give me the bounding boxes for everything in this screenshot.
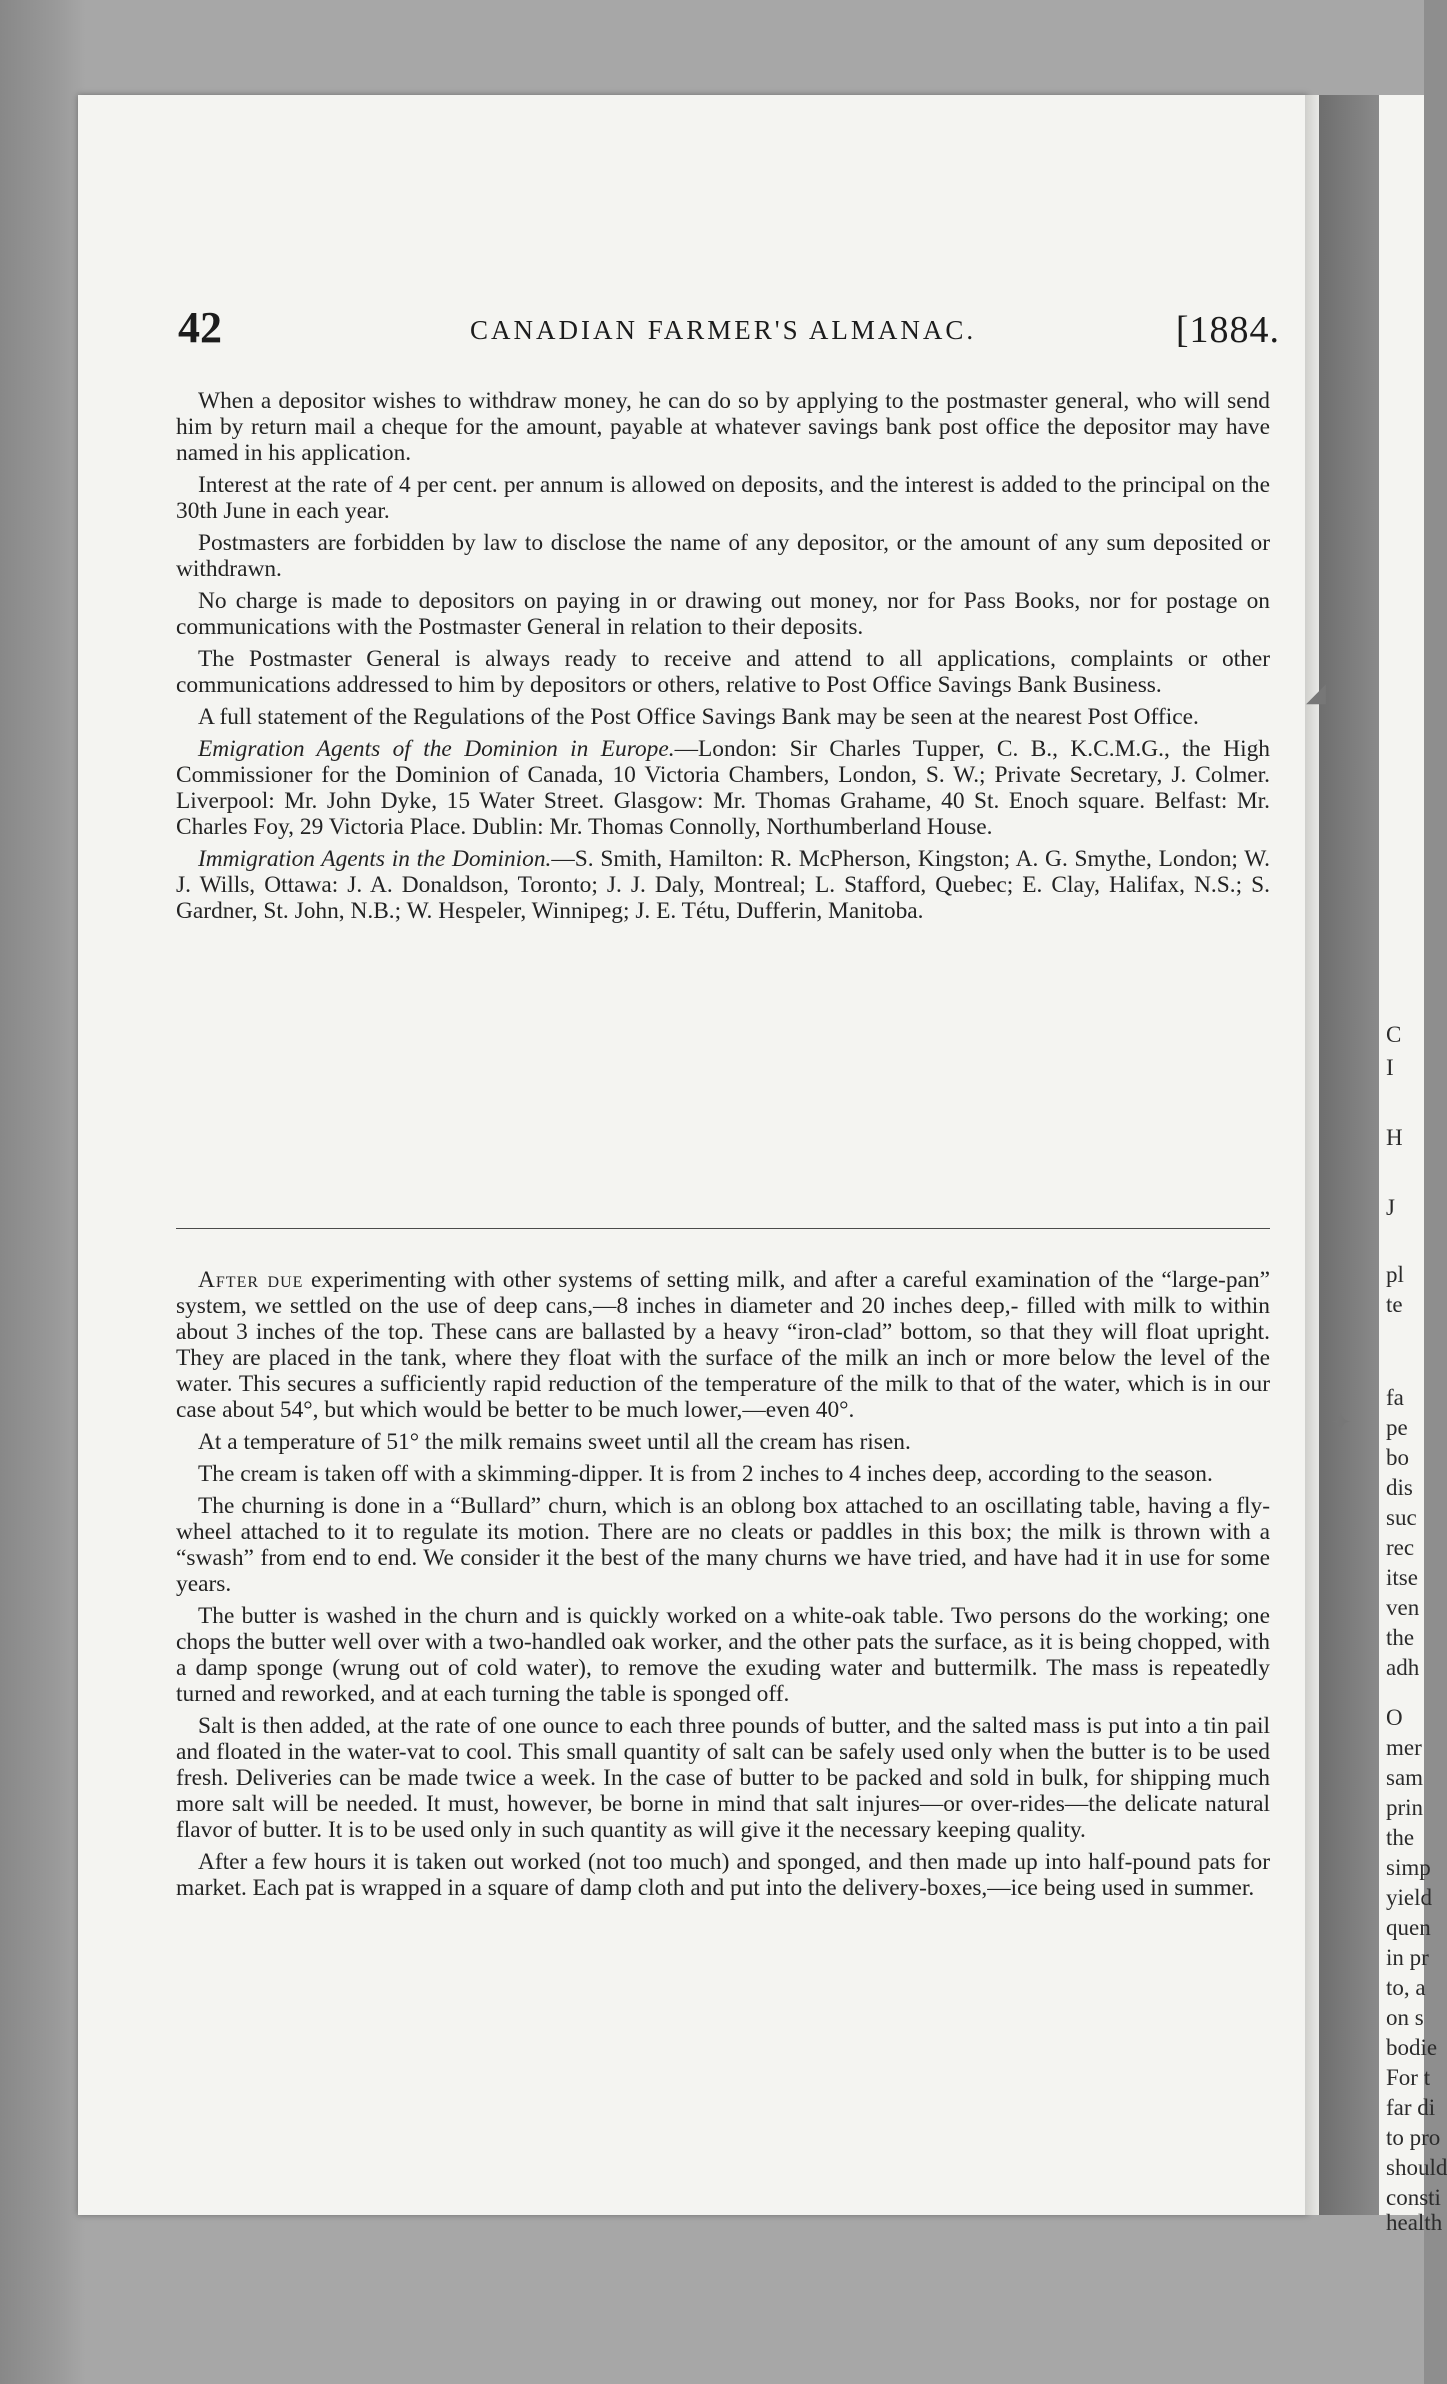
facing-page-fragment: adh	[1386, 1655, 1420, 1680]
facing-page-fragment: mer	[1386, 1735, 1422, 1760]
facing-page-fragment: I	[1386, 1055, 1394, 1080]
paragraph: The butter is washed in the churn and is quickly worked on a white-oak table. Two persons do the working; one chops the butter well over with a two-handled oak worker, and the other pats the surface, as it is being chopped, with a damp sponge (wrung out of cold water), to remove the exuding water and buttermilk. The mass is repeatedly turned and reworked, and at each turning the table is sponged off.	[176, 1603, 1270, 1707]
lead-in: After due	[198, 1267, 304, 1293]
facing-page-fragment: bodie	[1386, 2035, 1438, 2060]
facing-page-fragment: quen	[1386, 1915, 1431, 1940]
paragraph: A full statement of the Regulations of the Post Office Savings Bank may be seen at the nearest Post Office.	[198, 704, 1199, 730]
paragraph: Postmasters are forbidden by law to disclose the name of any depositor, or the amount of any sum deposited or withdrawn.	[176, 530, 1270, 582]
facing-page-fragment: bo	[1386, 1445, 1409, 1470]
running-title: CANADIAN FARMER'S ALMANAC.	[470, 315, 977, 345]
paragraph-text: experimenting with other systems of setting milk, and after a careful examination of the “large-pan” system, we settled on the use of deep cans,—8 inches in diameter and 20 inches deep,- filled with milk to within about 3 inches of the top. These cans are ballasted by a heavy “iron-clad” bottom, so that they will float upright. They are placed in the tank, where they float with the surface of the milk an inch or more below the level of the water. This secures a sufficiently rapid reduction of the temperature of the milk to that of the water, which is in our case about 54°, but which would be better to be much lower,—even 40°.	[176, 1267, 1270, 1423]
facing-page-fragment: itse	[1386, 1565, 1418, 1590]
facing-page-fragment: health	[1386, 2210, 1443, 2235]
facing-page-fragment: the	[1386, 1825, 1415, 1850]
paragraph: At a temperature of 51° the milk remains sweet until all the cream has risen.	[198, 1429, 911, 1455]
facing-page-fragment: ven	[1386, 1595, 1420, 1620]
facing-page-fragment: J	[1386, 1195, 1395, 1220]
paragraph: The Postmaster General is always ready to receive and attend to all applications, complaints or other communications addressed to him by depositors or others, relative to Post Office Savings Bank Business.	[176, 646, 1270, 698]
book-gutter	[1319, 95, 1379, 2215]
facing-page-fragment: far di	[1386, 2095, 1436, 2120]
header-year: [1884.	[1175, 309, 1280, 351]
facing-page-fragment: consti	[1386, 2185, 1441, 2210]
paragraph	[176, 1267, 1270, 1423]
page-fold-mark: ◢	[1306, 678, 1326, 707]
facing-page-fragment: fa	[1386, 1385, 1404, 1410]
facing-page-fragment: should	[1386, 2155, 1447, 2180]
facing-page-fragment: on s	[1386, 2005, 1424, 2030]
page-edge	[1305, 95, 1319, 2215]
facing-page-fragment: to pro	[1386, 2125, 1441, 2150]
milk-setting-section	[176, 1267, 1270, 1907]
facing-page-fragment: pl	[1386, 1262, 1404, 1287]
facing-page-fragment: simp	[1386, 1855, 1431, 1880]
facing-page-fragment: O	[1386, 1705, 1403, 1730]
page-number: 42	[178, 303, 222, 352]
facing-page-fragment: rec	[1386, 1535, 1415, 1560]
paragraph: Salt is then added, at the rate of one ounce to each three pounds of butter, and the salted mass is put into a tin pail and floated in the water-vat to cool. This small quantity of salt can be safely used only when the butter is to be used fresh. Deliveries can be made twice a week. In the case of butter to be packed and sold in bulk, for shipping much more salt will be needed. It must, however, be borne in mind that salt injures—or over-rides—the delicate natural flavor of butter. It is to be used only in such quantity as will give it the necessary keeping quality.	[176, 1713, 1270, 1843]
emigration-heading: Emigration Agents of the Dominion in Europe.	[198, 736, 675, 762]
facing-page-fragment: te	[1386, 1292, 1403, 1317]
emigration-agents-paragraph	[176, 736, 1270, 840]
facing-page-fragment: suc	[1386, 1505, 1417, 1530]
facing-page-fragment: For t	[1386, 2065, 1431, 2090]
paragraph: When a depositor wishes to withdraw money, he can do so by applying to the postmaster general, who will send him by return mail a cheque for the amount, payable at whatever savings bank post office the depositor may have named in his application.	[176, 388, 1270, 466]
paragraph: After a few hours it is taken out worked (not too much) and sponged, and then made up into half-pound pats for market. Each pat is wrapped in a square of damp cloth and put into the delivery-boxes,—ice being used in summer.	[176, 1849, 1270, 1901]
page-fold-mark: ✦	[1330, 1408, 1352, 1437]
page-header	[170, 302, 1280, 362]
immigration-heading: Immigration Agents in the Dominion.	[198, 846, 552, 872]
emigration-text: —London: Sir Charles Tupper, C. B., K.C.M.G., the High Commissioner for the Dominion of Canada, 10 Victoria Chambers, London, S. W.; Private Secretary, J. Colmer. Liverpool: Mr. John Dyke, 15 Water Street. Glasgow: Mr. Thomas Grahame, 40 St. Enoch square. Belfast: Mr. Charles Foy, 29 Victoria Place. Dublin: Mr. Thomas Connolly, Northumberland House.	[176, 736, 1271, 840]
facing-page-fragment: the	[1386, 1625, 1415, 1650]
facing-page-fragment: pe	[1386, 1415, 1408, 1440]
paragraph: No charge is made to depositors on paying in or drawing out money, nor for Pass Books, nor for postage on communications with the Postmaster General in relation to their deposits.	[176, 588, 1270, 640]
facing-page-fragment: yield	[1386, 1885, 1432, 1910]
immigration-agents-paragraph	[176, 846, 1270, 924]
section-divider	[176, 1228, 1270, 1229]
paragraph: The cream is taken off with a skimming-dipper. It is from 2 inches to 4 inches deep, according to the season.	[198, 1461, 1213, 1487]
immigration-text: —S. Smith, Hamilton: R. McPherson, Kingston; A. G. Smythe, London; W. J. Wills, Ottawa: J. A. Donaldson, Toronto; J. J. Daly, Montreal; L. Stafford, Quebec; E. Clay, Halifax, N.S.; S. Gardner, St. John, N.B.; W. Hespeler, Winnipeg; J. E. Tétu, Dufferin, Manitoba.	[176, 846, 1270, 924]
paragraph: Interest at the rate of 4 per cent. per annum is allowed on deposits, and the interest is added to the principal on the 30th June in each year.	[176, 472, 1270, 524]
facing-page-fragment: prin	[1386, 1795, 1424, 1820]
facing-page-fragment: sam	[1386, 1765, 1424, 1790]
facing-page-fragment: dis	[1386, 1475, 1413, 1500]
paragraph: The churning is done in a “Bullard” churn, which is an oblong box attached to an oscillating table, having a fly-wheel attached to it to regulate its motion. There are no cleats or paddles in this box; the milk is thrown with a “swash” from end to end. We consider it the best of the many churns we have tried, and have had it in use for some years.	[176, 1493, 1270, 1597]
facing-page-fragment: C	[1386, 1022, 1402, 1047]
facing-page-fragment: in pr	[1386, 1945, 1429, 1970]
savings-bank-section	[176, 388, 1270, 930]
facing-page-fragment: H	[1386, 1125, 1403, 1150]
facing-page-fragment: to, a	[1386, 1975, 1426, 2000]
